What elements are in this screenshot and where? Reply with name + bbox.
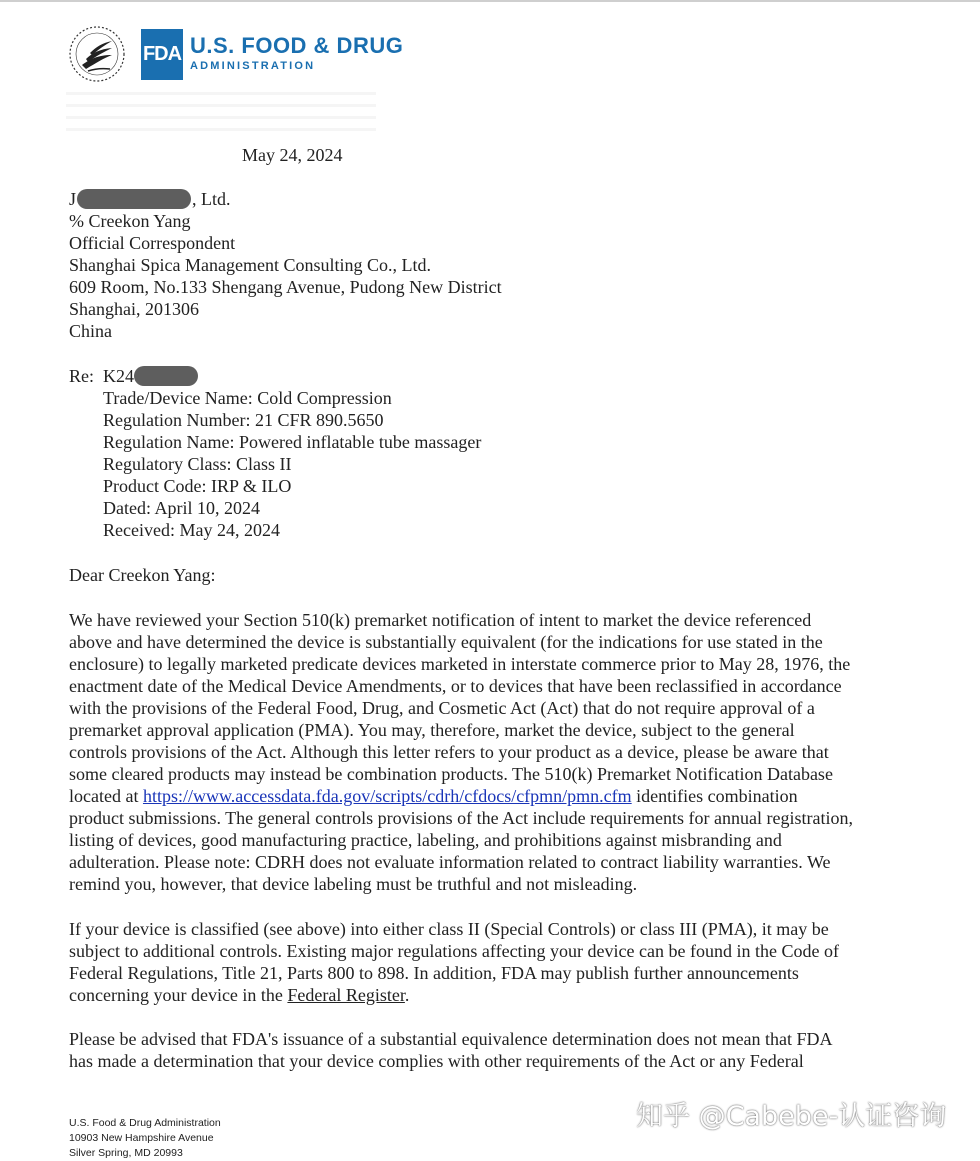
text-line: We have reviewed your Section 510(k) premarket notification of intent to market the device referenced	[69, 610, 812, 630]
fda-logo-box: FDA	[141, 29, 183, 80]
regulatory-class: Regulatory Class: Class II	[103, 454, 292, 474]
footer-city: Silver Spring, MD 20993	[69, 1147, 183, 1159]
footer-address	[69, 1116, 221, 1161]
footer-street: 10903 New Hampshire Avenue	[69, 1132, 214, 1144]
role-line: Official Correspondent	[69, 233, 236, 253]
faded-letterhead	[66, 92, 376, 138]
redaction-bar	[134, 366, 198, 386]
firm-line: Shanghai Spica Management Consulting Co., Ltd.	[69, 255, 431, 275]
watermark: 知乎 @Cabebe-认证咨询	[636, 1101, 947, 1132]
regulation-number: Regulation Number: 21 CFR 890.5650	[103, 410, 384, 430]
re-line: Re: K24	[69, 365, 481, 387]
recipient-address	[69, 188, 502, 342]
footer-org: U.S. Food & Drug Administration	[69, 1117, 221, 1129]
care-of-line: % Creekon Yang	[69, 211, 191, 231]
text-line: remind you, however, that device labeling must be truthful and not misleading.	[69, 874, 638, 894]
text-line: Please be advised that FDA's issuance of a substantial equivalence determination does not mean that FDA	[69, 1029, 833, 1049]
text-line: If your device is classified (see above) into either class II (Special Controls) or class III (PMA), it may be	[69, 919, 829, 939]
text-line: enactment date of the Medical Device Amendments, or to devices that have been reclassified in accordance	[69, 676, 842, 696]
dated: Dated: April 10, 2024	[103, 498, 260, 518]
street-line: 609 Room, No.133 Shengang Avenue, Pudong New District	[69, 277, 502, 297]
text-line: subject to additional controls. Existing major regulations affecting your device can be found in the Code of	[69, 941, 839, 961]
letter-date: May 24, 2024	[242, 145, 343, 165]
text-line: enclosure) to legally marketed predicate devices marketed in interstate commerce prior to May 28, 1976, the	[69, 654, 851, 674]
company-line: J , Ltd.	[69, 189, 231, 209]
text-line: product submissions. The general controls provisions of the Act include requirements for annual registration,	[69, 808, 853, 828]
salutation: Dear Creekon Yang:	[69, 565, 216, 585]
product-code: Product Code: IRP & ILO	[103, 476, 292, 496]
text-line: concerning your device in the Federal Register.	[69, 985, 410, 1005]
regulation-name: Regulation Name: Powered inflatable tube massager	[103, 432, 482, 452]
hhs-seal-icon	[68, 25, 126, 83]
country-line: China	[69, 321, 112, 341]
text-line: controls provisions of the Act. Although this letter refers to your product as a device, please be aware that	[69, 742, 829, 762]
text-line: adulteration. Please note: CDRH does not evaluate information related to contract liability warranties. We	[69, 852, 831, 872]
federal-register-ref: Federal Register	[287, 985, 405, 1005]
city-line: Shanghai, 201306	[69, 299, 199, 319]
trade-name: Trade/Device Name: Cold Compression	[103, 388, 392, 408]
re-block	[69, 365, 481, 541]
paragraph-2	[69, 918, 919, 1006]
pmn-database-link[interactable]: https://www.accessdata.fda.gov/scripts/cdrh/cfdocs/cfpmn/pmn.cfm	[142, 786, 632, 806]
text-line: some cleared products may instead be combination products. The 510(k) Premarket Notification Database	[69, 764, 833, 784]
paragraph-3	[69, 1028, 919, 1072]
text-line: Federal Regulations, Title 21, Parts 800 to 898. In addition, FDA may publish further announcements	[69, 963, 799, 983]
redaction-bar	[77, 189, 191, 209]
text-line: located at https://www.accessdata.fda.gov/scripts/cdrh/cfdocs/cfpmn/pmn.cfm identifies combination	[69, 786, 798, 806]
received: Received: May 24, 2024	[103, 520, 280, 540]
text-line: listing of devices, good manufacturing practice, labeling, and prohibitions against misbranding and	[69, 830, 782, 850]
paragraph-1	[69, 609, 919, 895]
text-line: above and have determined the device is substantially equivalent (for the indications for use stated in the	[69, 632, 823, 652]
agency-title: U.S. FOOD & DRUG	[190, 33, 404, 58]
text-line: has made a determination that your device complies with other requirements of the Act or any Federal	[69, 1051, 804, 1071]
top-border	[0, 0, 980, 2]
text-line: premarket approval application (PMA). You may, therefore, market the device, subject to the general	[69, 720, 795, 740]
text-line: with the provisions of the Federal Food, Drug, and Cosmetic Act (Act) that do not require approval of a	[69, 698, 815, 718]
agency-subtitle: ADMINISTRATION	[190, 60, 316, 72]
